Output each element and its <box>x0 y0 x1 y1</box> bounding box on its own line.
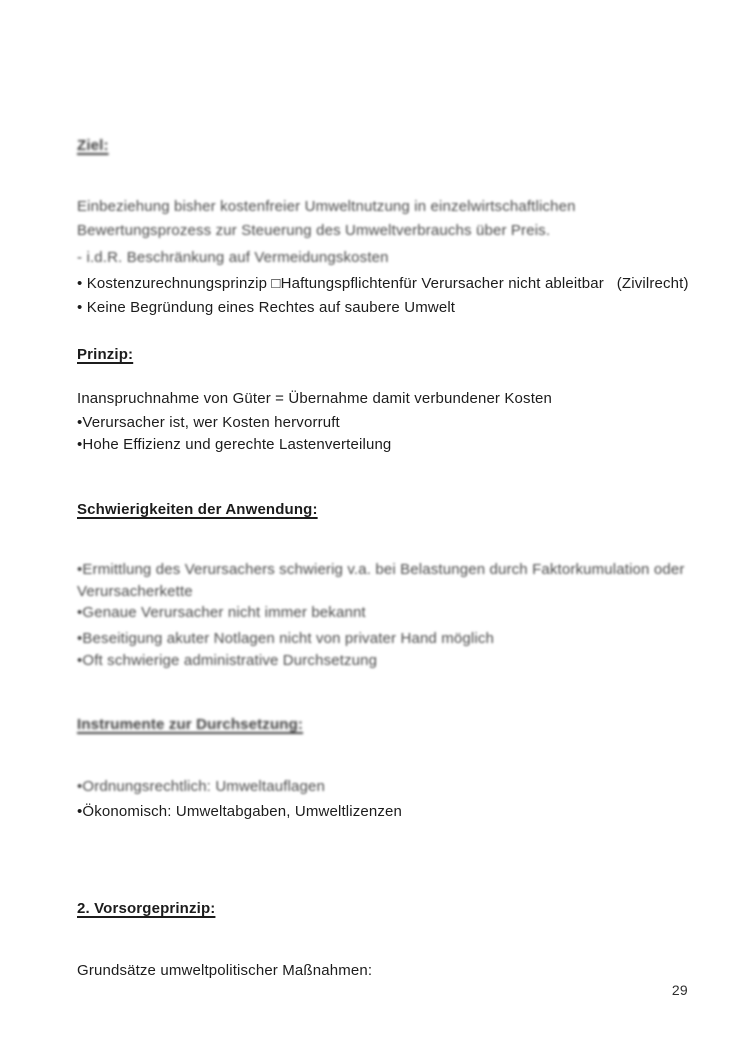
bullet-vermeidungskosten: - i.d.R. Beschränkung auf Vermeidungskosten <box>77 249 389 266</box>
text-grundsaetze: Grundsätze umweltpolitischer Maßnahmen: <box>77 962 373 979</box>
paragraph-einbeziehung-line2: Bewertungsprozess zur Steuerung des Umweltverbrauchs über Preis. <box>77 222 551 239</box>
heading-schwierigkeiten: Schwierigkeiten der Anwendung: <box>77 501 318 518</box>
bullet-effizienz: •Hohe Effizienz und gerechte Lastenverteilung <box>77 436 392 453</box>
bullet-beseitigung: •Beseitigung akuter Notlagen nicht von privater Hand möglich <box>77 630 494 647</box>
text-inanspruchnahme: Inanspruchnahme von Güter = Übernahme damit verbundener Kosten <box>77 390 552 407</box>
paragraph-einbeziehung-line1: Einbeziehung bisher kostenfreier Umweltnutzung in einzelwirtschaftlichen <box>77 198 576 215</box>
page-number: 29 <box>671 982 688 998</box>
bullet-ermittlung-line1: •Ermittlung des Verursachers schwierig v.a. bei Belastungen durch Faktorkumulation oder <box>77 561 685 578</box>
heading-instrumente: Instrumente zur Durchsetzung: <box>77 716 304 733</box>
bullet-verursacher: •Verursacher ist, wer Kosten hervorruft <box>77 414 340 431</box>
bullet-ermittlung-line2: Verursacherkette <box>77 583 193 600</box>
bullet-ordnungsrechtlich: •Ordnungsrechtlich: Umweltauflagen <box>77 778 325 795</box>
bullet-keine-begruendung: • Keine Begründung eines Rechtes auf saubere Umwelt <box>77 299 456 316</box>
bullet-oekonomisch: •Ökonomisch: Umweltabgaben, Umweltlizenzen <box>77 803 403 820</box>
heading-prinzip: Prinzip: <box>77 346 134 363</box>
heading-ziel: Ziel: <box>77 137 109 154</box>
bullet-kostenzurechnungsprinzip: • Kostenzurechnungsprinzip □Haftungspflichtenfür Verursacher nicht ableitbar (Zivilrecht) <box>77 275 689 292</box>
heading-vorsorgeprinzip: 2. Vorsorgeprinzip: <box>77 900 216 917</box>
bullet-genaue-verursacher: •Genaue Verursacher nicht immer bekannt <box>77 604 366 621</box>
bullet-administrative-durchsetzung: •Oft schwierige administrative Durchsetzung <box>77 652 378 669</box>
